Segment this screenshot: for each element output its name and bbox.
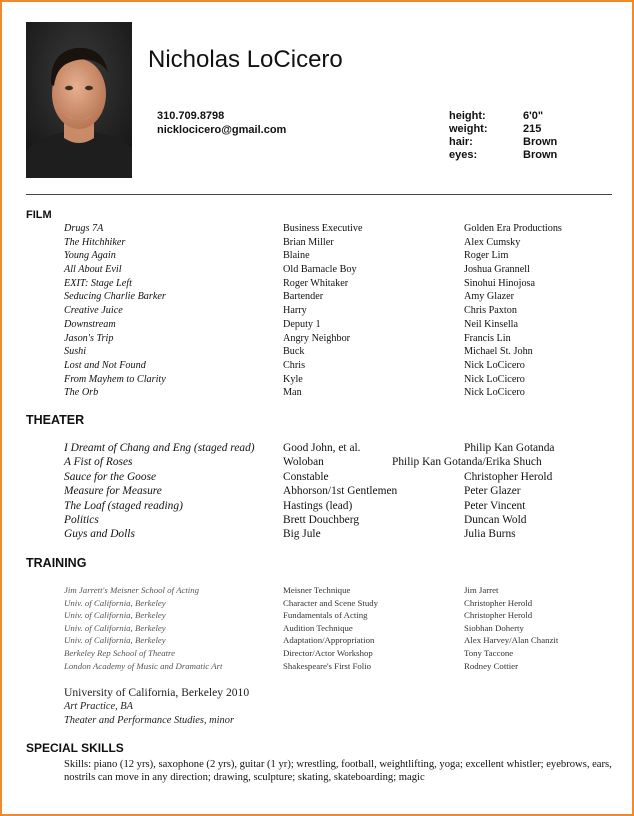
film-title: The Hitchhiker — [64, 236, 126, 248]
training-teacher: Siobhan Doherty — [464, 622, 524, 633]
training-row — [2, 661, 634, 674]
play-role: Brett Douchberg — [283, 513, 360, 526]
training-course: Director/Actor Workshop — [283, 647, 373, 658]
film-title: Seducing Charlie Barker — [64, 291, 166, 303]
stat-label-weight: weight: — [449, 123, 488, 135]
stat-label-hair: hair: — [449, 136, 473, 148]
stat-value-hair: Brown — [523, 136, 558, 148]
film-row — [2, 333, 634, 347]
film-title: Drugs 7A — [64, 223, 104, 234]
training-school: Univ. of California, Berkeley — [64, 597, 166, 608]
training-course: Shakespeare's First Folio — [283, 660, 372, 671]
play-director: Philip Kan Gotanda/Erika Shuch — [392, 456, 542, 469]
theater-row — [2, 456, 634, 470]
film-role: Roger Whitaker — [283, 277, 349, 289]
stat-label-height: height: — [449, 110, 486, 122]
training-row — [2, 623, 634, 636]
play-title: The Loaf (staged reading) — [64, 499, 183, 512]
training-school: Jim Jarrett's Meisner School of Acting — [64, 585, 200, 595]
training-row — [2, 610, 634, 623]
stat-value-weight: 215 — [523, 123, 542, 135]
film-row — [2, 237, 634, 251]
film-role: Bartender — [283, 291, 324, 303]
theater-list — [2, 442, 634, 543]
film-director: Amy Glazer — [464, 291, 515, 303]
training-school: Univ. of California, Berkeley — [64, 622, 166, 633]
training-heading: TRAINING — [26, 556, 87, 570]
header-divider — [26, 194, 612, 195]
training-school: Berkeley Rep School of Theatre — [64, 647, 176, 658]
film-title: Jason's Trip — [64, 332, 114, 344]
film-director: Neil Kinsella — [464, 318, 519, 330]
play-role: Constable — [283, 470, 329, 483]
play-director: Peter Glazer — [464, 485, 521, 498]
film-list — [2, 223, 634, 401]
film-title: All About Evil — [64, 264, 122, 276]
training-school: Univ. of California, Berkeley — [64, 635, 166, 646]
film-title: Sushi — [64, 346, 87, 358]
skills-text: Skills: piano (12 yrs), saxophone (2 yrs), guitar (1 yr); wrestling, football, weightlifting, yoga; excellent whistler; eyebrows, ears, nostrils can move in any direction; drawing, sculpture; skating, skateboarding; magic — [64, 759, 612, 784]
film-role: Buck — [283, 346, 305, 358]
stat-label-eyes: eyes: — [449, 149, 478, 161]
training-teacher: Christopher Herold — [464, 597, 533, 608]
film-role: Harry — [283, 305, 307, 317]
film-director: Chris Paxton — [464, 305, 517, 317]
film-role: Brian Miller — [283, 236, 334, 248]
film-role: Old Barnacle Boy — [283, 264, 357, 276]
email-address: nicklocicero@gmail.com — [157, 124, 287, 136]
play-role: Good John, et al. — [283, 442, 361, 454]
play-title: Sauce for the Goose — [64, 470, 157, 483]
film-row — [2, 291, 634, 305]
theater-row — [2, 514, 634, 528]
film-role: Angry Neighbor — [283, 332, 351, 344]
film-title: Lost and Not Found — [64, 359, 146, 371]
film-title: The Orb — [64, 387, 99, 399]
film-director: Sinohui Hinojosa — [464, 277, 536, 289]
play-director: Julia Burns — [464, 528, 516, 541]
play-director: Christopher Herold — [464, 470, 553, 483]
film-title: Young Again — [64, 250, 116, 262]
film-director: Alex Cumsky — [464, 236, 521, 248]
film-director: Nick LoCicero — [464, 373, 525, 385]
play-title: A Fist of Roses — [64, 456, 133, 469]
play-title: Politics — [64, 513, 99, 526]
theater-row — [2, 485, 634, 499]
play-director: Philip Kan Gotanda — [464, 442, 555, 454]
training-school: Univ. of California, Berkeley — [64, 610, 166, 621]
film-row — [2, 278, 634, 292]
film-director: Nick LoCicero — [464, 387, 525, 399]
film-director: Francis Lin — [464, 332, 511, 344]
headshot-photo — [26, 22, 132, 178]
training-teacher: Jim Jarret — [464, 585, 499, 595]
training-teacher: Tony Taccone — [464, 647, 514, 658]
film-title: Downstream — [64, 318, 116, 330]
education-minor: Theater and Performance Studies, minor — [64, 715, 234, 726]
film-role: Chris — [283, 359, 306, 371]
film-row — [2, 264, 634, 278]
film-director: Roger Lim — [464, 250, 509, 262]
play-role: Big Jule — [283, 528, 321, 541]
training-course: Adaptation/Appropriation — [283, 635, 375, 646]
training-row — [2, 648, 634, 661]
play-director: Peter Vincent — [464, 499, 526, 512]
film-title: From Mayhem to Clarity — [64, 373, 166, 385]
play-title: Guys and Dolls — [64, 528, 135, 541]
film-heading: FILM — [26, 209, 52, 221]
film-role: Kyle — [283, 373, 303, 385]
theater-row — [2, 528, 634, 542]
training-list — [2, 585, 634, 673]
film-role: Blaine — [283, 250, 310, 262]
training-row — [2, 585, 634, 598]
play-role: Abhorson/1st Gentlemen — [283, 485, 398, 498]
training-course: Fundamentals of Acting — [283, 610, 368, 621]
film-role: Man — [283, 387, 302, 399]
skills-heading: SPECIAL SKILLS — [26, 741, 124, 755]
theater-row — [2, 442, 634, 456]
film-role: Business Executive — [283, 223, 363, 234]
theater-row — [2, 500, 634, 514]
film-row — [2, 346, 634, 360]
training-teacher: Christopher Herold — [464, 610, 533, 621]
theater-row — [2, 471, 634, 485]
film-director: Joshua Grannell — [464, 264, 530, 276]
film-director: Nick LoCicero — [464, 359, 525, 371]
play-title: Measure for Measure — [64, 485, 162, 498]
training-row — [2, 635, 634, 648]
training-course: Character and Scene Study — [283, 597, 379, 608]
film-row — [2, 250, 634, 264]
actor-name: Nicholas LoCicero — [148, 46, 343, 73]
film-director: Michael St. John — [464, 346, 533, 358]
education-school: University of California, Berkeley 2010 — [64, 686, 250, 699]
play-role: Woloban — [283, 456, 324, 469]
play-role: Hastings (lead) — [283, 499, 353, 512]
training-teacher: Rodney Cottier — [464, 660, 518, 671]
training-school: London Academy of Music and Dramatic Art — [64, 660, 223, 671]
film-row — [2, 319, 634, 333]
education-degree: Art Practice, BA — [64, 701, 133, 712]
film-row — [2, 305, 634, 319]
film-row — [2, 360, 634, 374]
training-row — [2, 598, 634, 611]
phone-number: 310.709.8798 — [157, 110, 225, 122]
training-teacher: Alex Harvey/Alan Chanzit — [464, 635, 559, 646]
film-title: EXIT: Stage Left — [64, 277, 132, 289]
film-row — [2, 374, 634, 388]
film-title: Creative Juice — [64, 305, 123, 317]
film-row — [2, 387, 634, 401]
training-course: Audition Technique — [283, 622, 353, 633]
training-course: Meisner Technique — [283, 585, 351, 595]
play-title: I Dreamt of Chang and Eng (staged read) — [64, 442, 255, 454]
film-role: Deputy 1 — [283, 318, 321, 330]
stat-value-eyes: Brown — [523, 149, 558, 161]
stat-value-height: 6'0" — [523, 110, 544, 122]
play-director: Duncan Wold — [464, 513, 527, 526]
film-director: Golden Era Productions — [464, 223, 562, 234]
film-row — [2, 223, 634, 237]
theater-heading: THEATER — [26, 413, 85, 427]
